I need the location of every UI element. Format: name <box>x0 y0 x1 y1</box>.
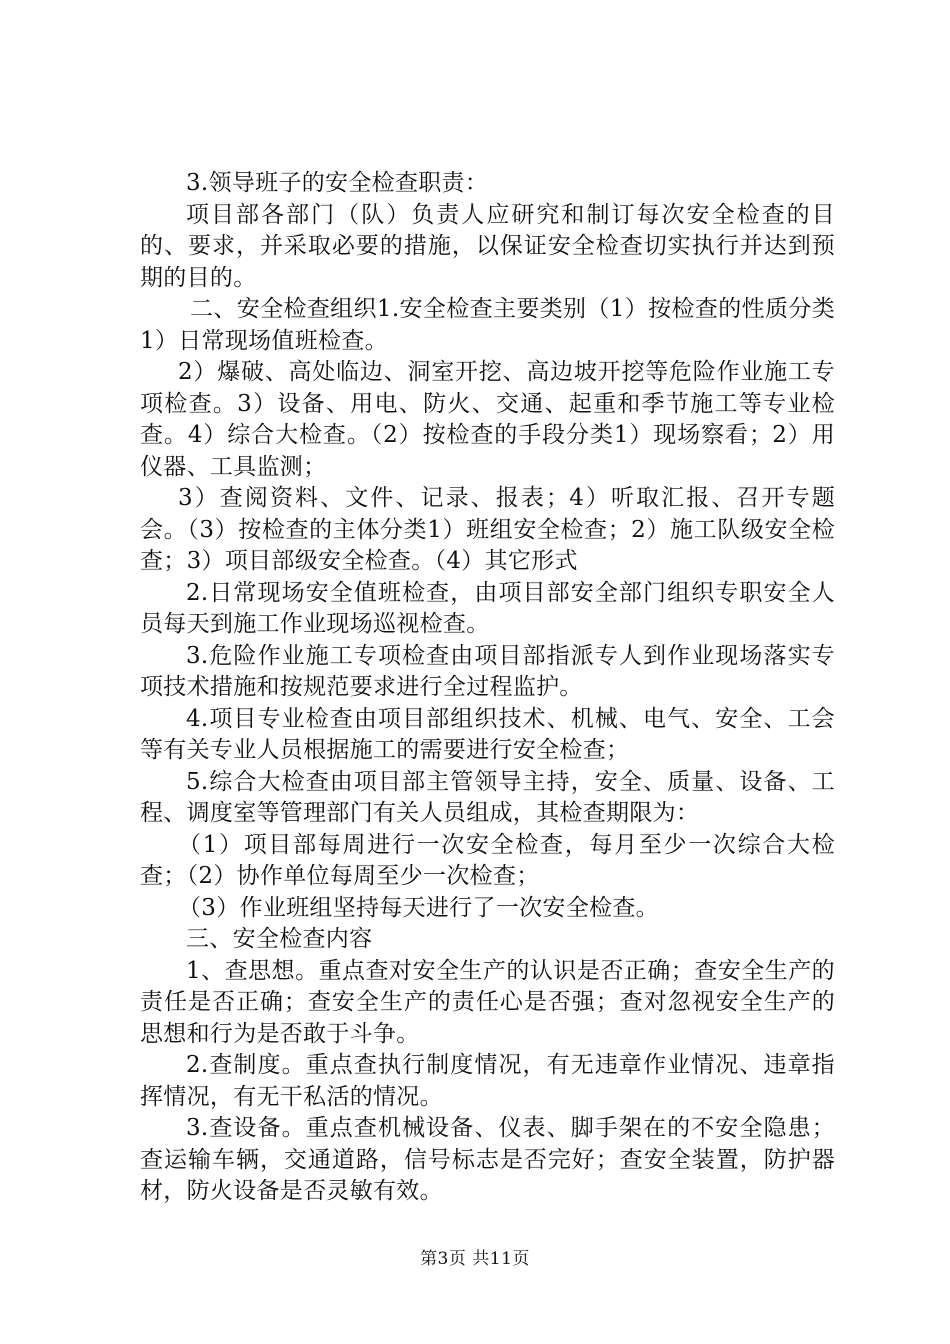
paragraph: 项目部各部门（队）负责人应研究和制订每次安全检查的目的、要求，并采取必要的措施，以保证安全检查切实执行并达到预期的目的。 <box>140 201 835 291</box>
paragraph: 3）查阅资料、文件、记录、报表；4）听取汇报、召开专题会。（3）按检查的主体分类1）班组安全检查；2）施工队级安全检查；3）项目部级安全检查。（4）其它形式 <box>140 485 835 574</box>
paragraph: 5.综合大检查由项目部主管领导主持，安全、质量、设备、工程、调度室等管理部门有关人员组成，其检查期限为： <box>140 768 835 826</box>
paragraph: 2.日常现场安全值班检查，由项目部安全部门组织专职安全人员每天到施工作业现场巡视检查。 <box>140 579 835 637</box>
paragraph: 2.查制度。重点查执行制度情况，有无违章作业情况、违章指挥情况，有无干私活的情况。 <box>140 1052 835 1110</box>
paragraph: 4.项目专业检查由项目部组织技术、机械、电气、安全、工会等有关专业人员根据施工的需要进行安全检查； <box>140 705 835 763</box>
page-number-footer: 第3页 共11页 <box>420 1249 530 1269</box>
paragraph: 3.查设备。重点查机械设备、仪表、脚手架在的不安全隐患；查运输车辆，交通道路，信号标志是否完好；查安全装置，防护器材，防火设备是否灵敏有效。 <box>140 1115 835 1204</box>
paragraph: （1）项目部每周进行一次安全检查，每月至少一次综合大检查；（2）协作单位每周至少一次检查； <box>140 831 835 889</box>
paragraph: 2）爆破、高处临边、洞室开挖、高边坡开挖等危险作业施工专项检查。3）设备、用电、防火、交通、起重和季节施工等专业检查。4）综合大检查。（2）按检查的手段分类1）现场察看；2）用仪器、工具监测； <box>140 359 835 480</box>
section-heading: 三、安全检查内容 <box>186 926 373 952</box>
paragraph: 1、查思想。重点查对安全生产的认识是否正确；查安全生产的责任是否正确；查安全生产的责任心是否强；查对忽视安全生产的思想和行为是否敢于斗争。 <box>140 957 835 1047</box>
paragraph: 3.危险作业施工专项检查由项目部指派专人到作业现场落实专项技术措施和按规范要求进行全过程监护。 <box>140 642 835 700</box>
document-body <box>140 168 835 1208</box>
paragraph: 3.领导班子的安全检查职责： <box>186 170 489 196</box>
section-heading-paragraph: 二、安全检查组织1.安全检查主要类别（1）按检查的性质分类1）日常现场值班检查。 <box>140 296 835 354</box>
paragraph: （3）作业班组坚持每天进行了一次安全检查。 <box>178 894 659 921</box>
